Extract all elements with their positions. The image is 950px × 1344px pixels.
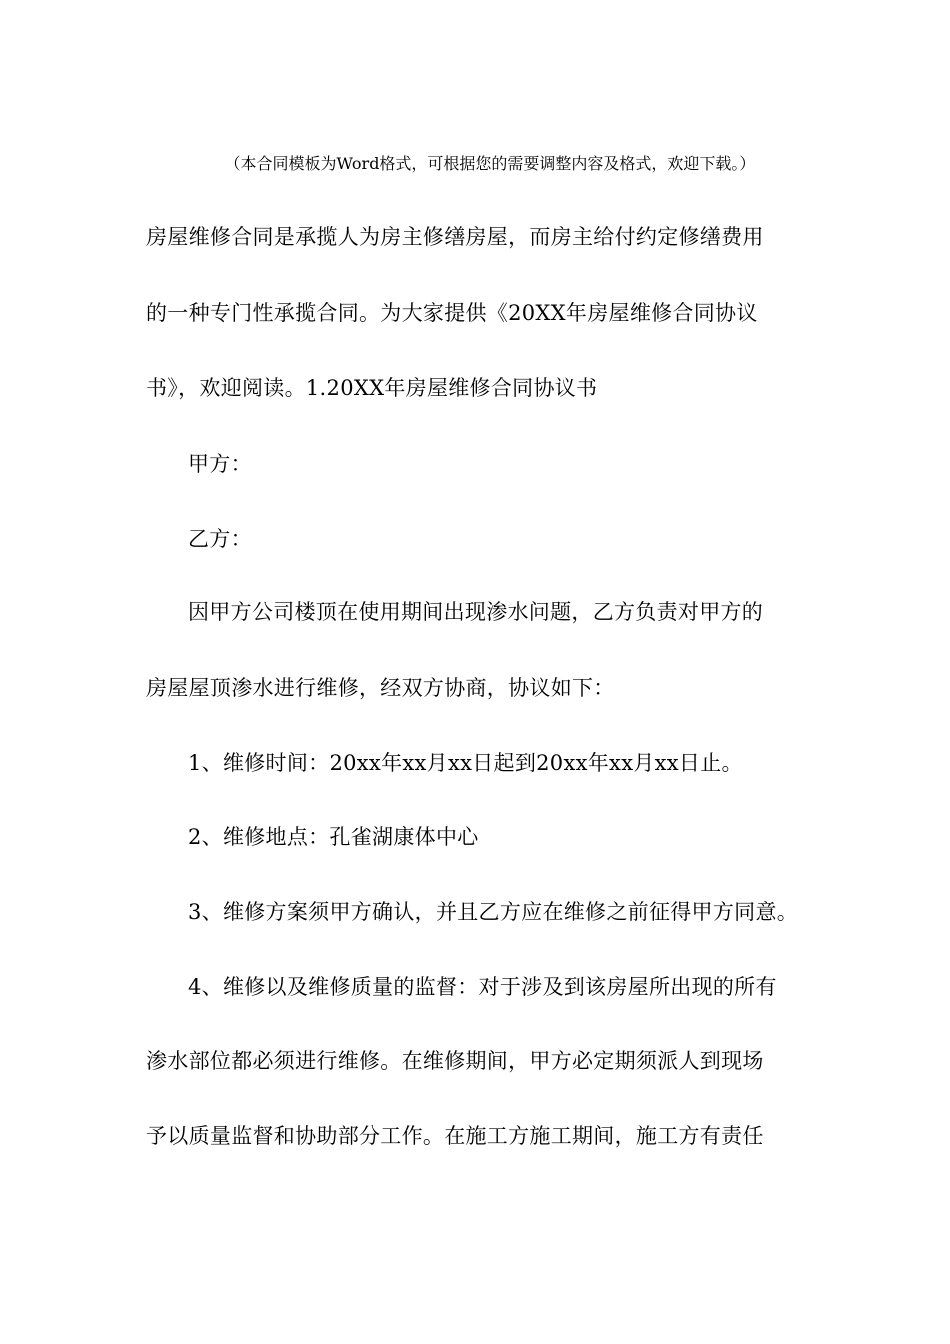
paragraph-line: 书》，欢迎阅读。1.20XX年房屋维修合同协议书: [146, 376, 598, 400]
clause-4: 4、维修以及维修质量的监督：对于涉及到该房屋所出现的所有: [188, 975, 777, 999]
paragraph-line: 房屋屋顶渗水进行维修，经双方协商，协议如下：: [146, 676, 615, 700]
paragraph-line: 房屋维修合同是承揽人为房主修缮房屋，而房主给付约定修缮费用: [146, 225, 764, 249]
party-a-label: 甲方：: [188, 452, 252, 476]
party-b-label: 乙方：: [188, 527, 252, 551]
clause-3: 3、维修方案须甲方确认，并且乙方应在维修之前征得甲方同意。: [188, 900, 799, 924]
paragraph-line: 予以质量监督和协助部分工作。在施工方施工期间，施工方有责任: [146, 1124, 764, 1148]
paragraph-line: 渗水部位都必须进行维修。在维修期间，甲方必定期须派人到现场: [146, 1049, 764, 1073]
template-note: （本合同模板为Word格式，可根据您的需要调整内容及格式，欢迎下载。）: [224, 154, 756, 173]
paragraph-line: 因甲方公司楼顶在使用期间出现渗水问题，乙方负责对甲方的: [188, 600, 764, 624]
paragraph-line: 的一种专门性承揽合同。为大家提供《20XX年房屋维修合同协议: [146, 301, 758, 325]
clause-1: 1、维修时间：20xx年xx月xx日起到20xx年xx月xx日止。: [188, 751, 743, 775]
clause-2: 2、维修地点：孔雀湖康体中心: [188, 825, 479, 849]
